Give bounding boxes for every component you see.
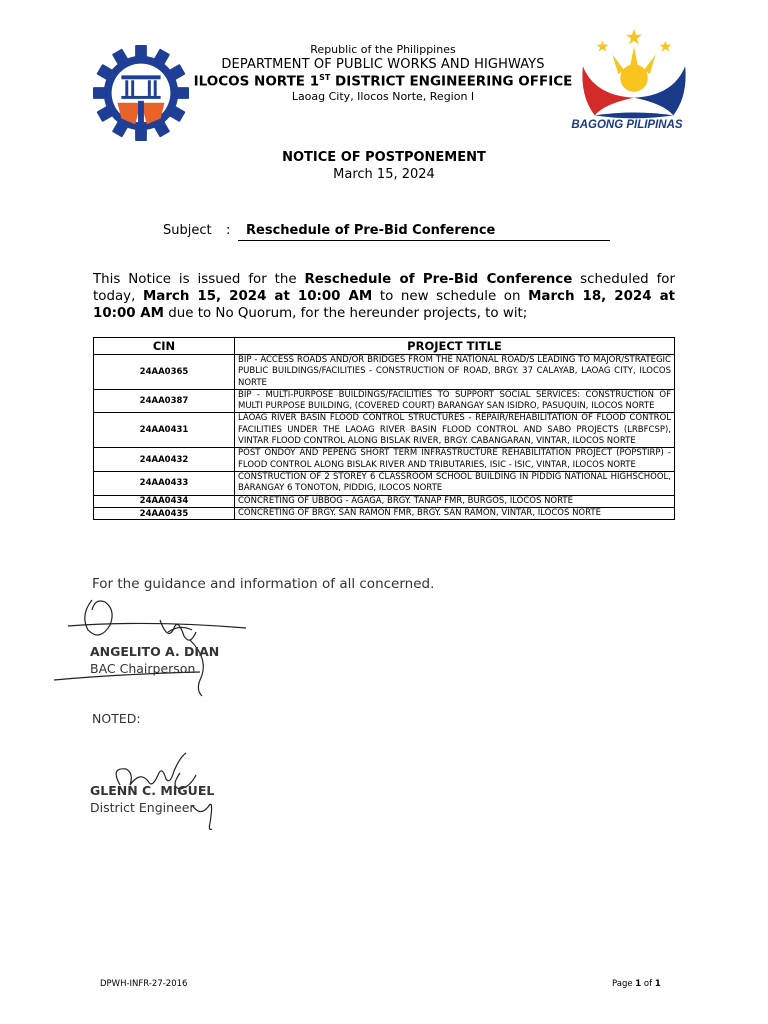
table-header-row [94, 338, 675, 355]
table-row [94, 413, 675, 448]
cell-project-title: CONCRETING OF UBBOG - AGAGA, BRGY. TANAP FMR, BURGOS, ILOCOS NORTE [235, 495, 675, 507]
page-total: 1 [654, 979, 661, 989]
body-bold-new-date: March 18, 2024 at 10:00 AM [93, 289, 676, 321]
office-suffix: DISTRICT ENGINEERING OFFICE [330, 73, 573, 90]
dpwh-gear-icon [92, 44, 190, 142]
cell-cin: 24AA0365 [94, 355, 235, 390]
cell-cin: 24AA0431 [94, 413, 235, 448]
page-indicator [612, 979, 661, 989]
header-cin: CIN [94, 338, 235, 355]
cell-project-title: CONSTRUCTION OF 2 STOREY 6 CLASSROOM SCHOOL BUILDING IN PIDDIG NATIONAL HIGHSCHOOL, BARANGAY 6 TONOTON, PIDDIG, ILOCOS NORTE [235, 471, 675, 495]
form-code: DPWH-INFR-27-2016 [100, 979, 188, 989]
cell-cin: 24AA0433 [94, 471, 235, 495]
republic-line: Republic of the Philippines [310, 43, 456, 56]
projects-table [93, 337, 675, 520]
notice-title: NOTICE OF POSTPONEMENT [282, 150, 486, 165]
table-row [94, 507, 675, 519]
body-text-3: to new schedule on [372, 289, 529, 304]
body-bold-subject: Reschedule of Pre-Bid Conference [304, 272, 573, 287]
signatory-2-position: District Engineer [90, 800, 195, 815]
cell-cin: 24AA0434 [94, 495, 235, 507]
page-current: 1 [635, 979, 642, 989]
table-row [94, 355, 675, 390]
header-project-title: PROJECT TITLE [235, 338, 675, 355]
cell-project-title: CONCRETING OF BRGY. SAN RAMON FMR, BRGY. SAN RAMON, VINTAR, ILOCOS NORTE [235, 507, 675, 519]
body-text-1: This Notice is issued for the [93, 272, 305, 287]
signatory-2-name: GLENN C. MIGUEL [90, 783, 215, 798]
table-row [94, 448, 675, 472]
cell-cin: 24AA0435 [94, 507, 235, 519]
body-bold-old-date: March 15, 2024 at 10:00 AM [142, 289, 373, 304]
right-logo-caption: BAGONG PILIPINAS [571, 119, 683, 131]
cell-cin: 24AA0387 [94, 389, 235, 413]
page-label: Page [612, 979, 636, 989]
cell-cin: 24AA0432 [94, 448, 235, 472]
office-line [188, 73, 578, 90]
cell-project-title: BIP - ACCESS ROADS AND/OR BRIDGES FROM THE NATIONAL ROAD/S LEADING TO MAJOR/STRATEGIC PUBLIC BUILDINGS/FACILITIES - CONSTRUCTION OF ROAD, BRGY. 37 CALAYAB, LAOAG CITY, ILOCOS NORTE [235, 355, 675, 390]
subject-label: Subject [163, 223, 212, 238]
signatory-1-position: BAC Chairperson [90, 661, 196, 676]
cell-project-title: LAOAG RIVER BASIN FLOOD CONTROL STRUCTURES - REPAIR/REHABILITATION OF FLOOD CONTROL FACILITIES UNDER THE LAOAG RIVER BASIN FLOOD CONTROL AND SABO PROJECTS (LRBFCSP), VINTAR FLOOD CONTROL ALONG BISLAK RIVER, BRGY. CABANGARAN, VINTAR, ILOCOS NORTE [235, 413, 675, 448]
cell-project-title: POST ONDOY AND PEPENG SHORT TERM INFRASTRUCTURE REHABILITATION PROJECT (POPSTIRP) - FLOOD CONTROL ALONG BISLAK RIVER AND TRIBUTARIES, ISIC - ISIC, VINTAR, ILOCOS NORTE [235, 448, 675, 472]
address-line: Laoag City, Ilocos Norte, Region I [291, 90, 475, 104]
table-row [94, 389, 675, 413]
signature-1-icon [50, 580, 260, 700]
table-row [94, 495, 675, 507]
notice-body [93, 271, 675, 322]
body-text-4: due to No Quorum, for the hereunder projects, to wit; [163, 306, 528, 321]
office-sup: ST [319, 73, 331, 82]
closing-statement: For the guidance and information of all concerned. [92, 576, 435, 592]
table-row [94, 471, 675, 495]
office-prefix: ILOCOS NORTE 1 [193, 73, 320, 90]
subject-value: Reschedule of Pre-Bid Conference [238, 223, 610, 241]
cell-project-title: BIP - MULTI-PURPOSE BUILDINGS/FACILITIES TO SUPPORT SOCIAL SERVICES: CONSTRUCTION OF MULTI PURPOSE BUILDING, (COVERED COURT) BARANGAY SAN ISIDRO, PASUQUIN, ILOCOS NORTE [235, 389, 675, 413]
noted-label: NOTED: [92, 711, 141, 726]
department-line: DEPARTMENT OF PUBLIC WORKS AND HIGHWAYS [221, 56, 545, 72]
signatory-1-name: ANGELITO A. DIAN [90, 644, 220, 659]
dpwh-logo [92, 44, 190, 142]
page-of: of [641, 979, 655, 989]
notice-date: March 15, 2024 [333, 167, 435, 182]
subject-colon: : [226, 223, 231, 238]
body-text-2: scheduled for today, [93, 272, 675, 304]
letterhead [188, 43, 578, 104]
